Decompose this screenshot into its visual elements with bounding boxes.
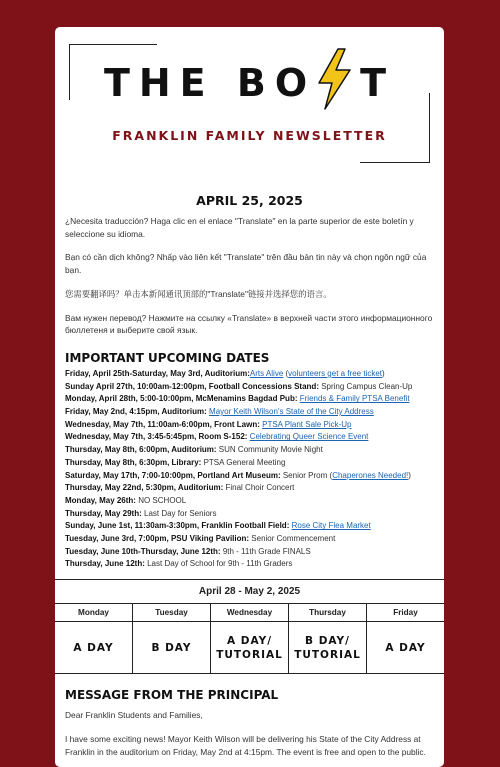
event-row [65,520,434,533]
event-row [65,558,434,571]
issue-date: APRIL 25, 2025 [196,193,303,208]
principal-body: I have some exciting news! Mayor Keith Wilson will be delivering his State of the City Address at Franklin in the auditorium on Friday, May 2nd at 4:15pm. The event is free and open to the public. [65,733,426,757]
event-date: Wednesday, May 7th, 3:45-5:45pm, Room S-152: [65,432,248,442]
event-date: Friday, May 2nd, 4:15pm, Auditorium: [65,407,207,417]
day-type: A DAY [367,622,444,674]
principal-greeting: Dear Franklin Students and Families, [65,710,203,721]
day-type: A DAY [55,622,132,674]
week-title: April 28 - May 2, 2025 [55,580,444,604]
event-date: Sunday, June 1st, 11:30am-3:30pm, Franklin Football Field: [65,521,290,531]
newsletter-logo [55,61,444,110]
event-text: Spring Campus Clean-Up [318,381,413,391]
translation-russian: Вам нужен перевод? Нажмите на ссылку «Translate» в верхней части этого информационного бюллетеня и выберите свой язык. [65,312,433,336]
event-date: Monday, April 28th, 5:00-10:00pm, McMenamins Bagdad Pub: [65,394,298,404]
event-link[interactable]: Rose City Flea Market [291,521,371,531]
day-name: Friday [367,604,444,622]
logo-text-left: THE BO [103,61,317,105]
day-type: A DAY/ TUTORIAL [211,622,288,674]
event-row [65,431,434,444]
event-text: NO SCHOOL [135,495,187,505]
event-row [65,495,434,508]
translation-spanish: ¿Necesita traducción? Haga clic en el enlace "Translate" en la parte superior de este boletín y seleccione su idioma. [65,216,414,239]
upcoming-dates-heading: IMPORTANT UPCOMING DATES [65,350,270,365]
event-row [65,533,434,546]
event-row [65,444,434,457]
week-day-column [55,604,133,674]
event-text: ) [381,368,385,378]
event-row [65,482,434,495]
translation-vietnamese: Bạn có cần dịch không? Nhấp vào liên kết "Translate" trên đầu bản tin này và chọn ngôn ngữ của bạn. [65,252,427,276]
week-grid [55,604,444,674]
principal-message [55,688,444,758]
newsletter-card [55,27,444,767]
upcoming-dates-list [65,368,434,571]
event-text: Senior Prom ( [280,470,333,480]
event-text: SUN Community Movie Night [216,445,323,455]
event-date: Thursday, June 12th: [65,559,145,569]
week-day-column [289,604,367,674]
event-link[interactable]: Chaperones Needed! [332,470,409,480]
newsletter-body [55,193,444,571]
week-day-column [133,604,211,674]
event-date: Thursday, May 22nd, 5:30pm, Auditorium: [65,483,224,493]
event-text: Senior Commencement [249,534,336,544]
event-row [65,419,434,432]
event-date: Thursday, May 8th, 6:00pm, Auditorium: [65,445,217,455]
newsletter-subtitle: FRANKLIN FAMILY NEWSLETTER [112,128,387,143]
newsletter-header [55,27,444,177]
event-link[interactable]: Mayor Keith Wilson's State of the City Address [209,407,374,417]
day-name: Wednesday [211,604,288,622]
event-date: Monday, May 26th: [65,495,136,505]
logo-text-right: T [360,61,396,105]
day-type: B DAY/ TUTORIAL [289,622,366,674]
event-date: Wednesday, May 7th, 11:00am-6:00pm, Front Lawn: [65,419,260,429]
event-text: Final Choir Concert [223,483,295,493]
event-link[interactable]: volunteers get a free ticket [288,368,382,378]
event-date: Sunday April 27th, 10:00am-12:00pm, Football Concessions Stand: [65,381,319,391]
event-row [65,470,434,483]
event-row [65,368,434,381]
event-date: Thursday, May 29th: [65,508,142,518]
day-name: Monday [55,604,132,622]
event-link[interactable]: Celebrating Queer Science Event [249,432,369,442]
event-text: PTSA General Meeting [201,457,286,467]
event-text: ( [283,368,289,378]
event-text: 9th - 11th Grade FINALS [220,546,311,556]
event-text: Last Day for Seniors [141,508,217,518]
week-day-column [367,604,444,674]
event-date: Saturday, May 17th, 7:00-10:00pm, Portland Art Museum: [65,470,281,480]
event-row [65,406,434,419]
week-schedule [55,579,444,674]
event-date: Tuesday, June 3rd, 7:00pm, PSU Viking Pavilion: [65,534,250,544]
event-link[interactable]: Friends & Family PTSA Benefit [299,394,410,404]
event-row [65,546,434,559]
event-text: ) [408,470,411,480]
event-link[interactable]: PTSA Plant Sale Pick-Up [262,419,352,429]
week-day-column [211,604,289,674]
event-link[interactable]: Arts Alive [249,368,284,378]
event-date: Tuesday, June 10th-Thursday, June 12th: [65,546,221,556]
event-row [65,381,434,394]
translation-chinese: 您需要翻译吗？单击本新闻通讯顶部的"Translate"链接并选择您的语言。 [65,288,332,299]
principal-heading: MESSAGE FROM THE PRINCIPAL [65,688,279,703]
event-date: Thursday, May 8th, 6:30pm, Library: [65,457,202,467]
event-row [65,393,434,406]
day-name: Tuesday [133,604,210,622]
event-row [65,508,434,521]
event-date: Friday, April 25th-Saturday, May 3rd, Auditorium: [65,368,250,378]
lightning-bolt-icon [314,48,354,110]
day-type: B DAY [133,622,210,674]
day-name: Thursday [289,604,366,622]
event-text: Last Day of School for 9th - 11th Graders [144,559,293,569]
event-row [65,457,434,470]
